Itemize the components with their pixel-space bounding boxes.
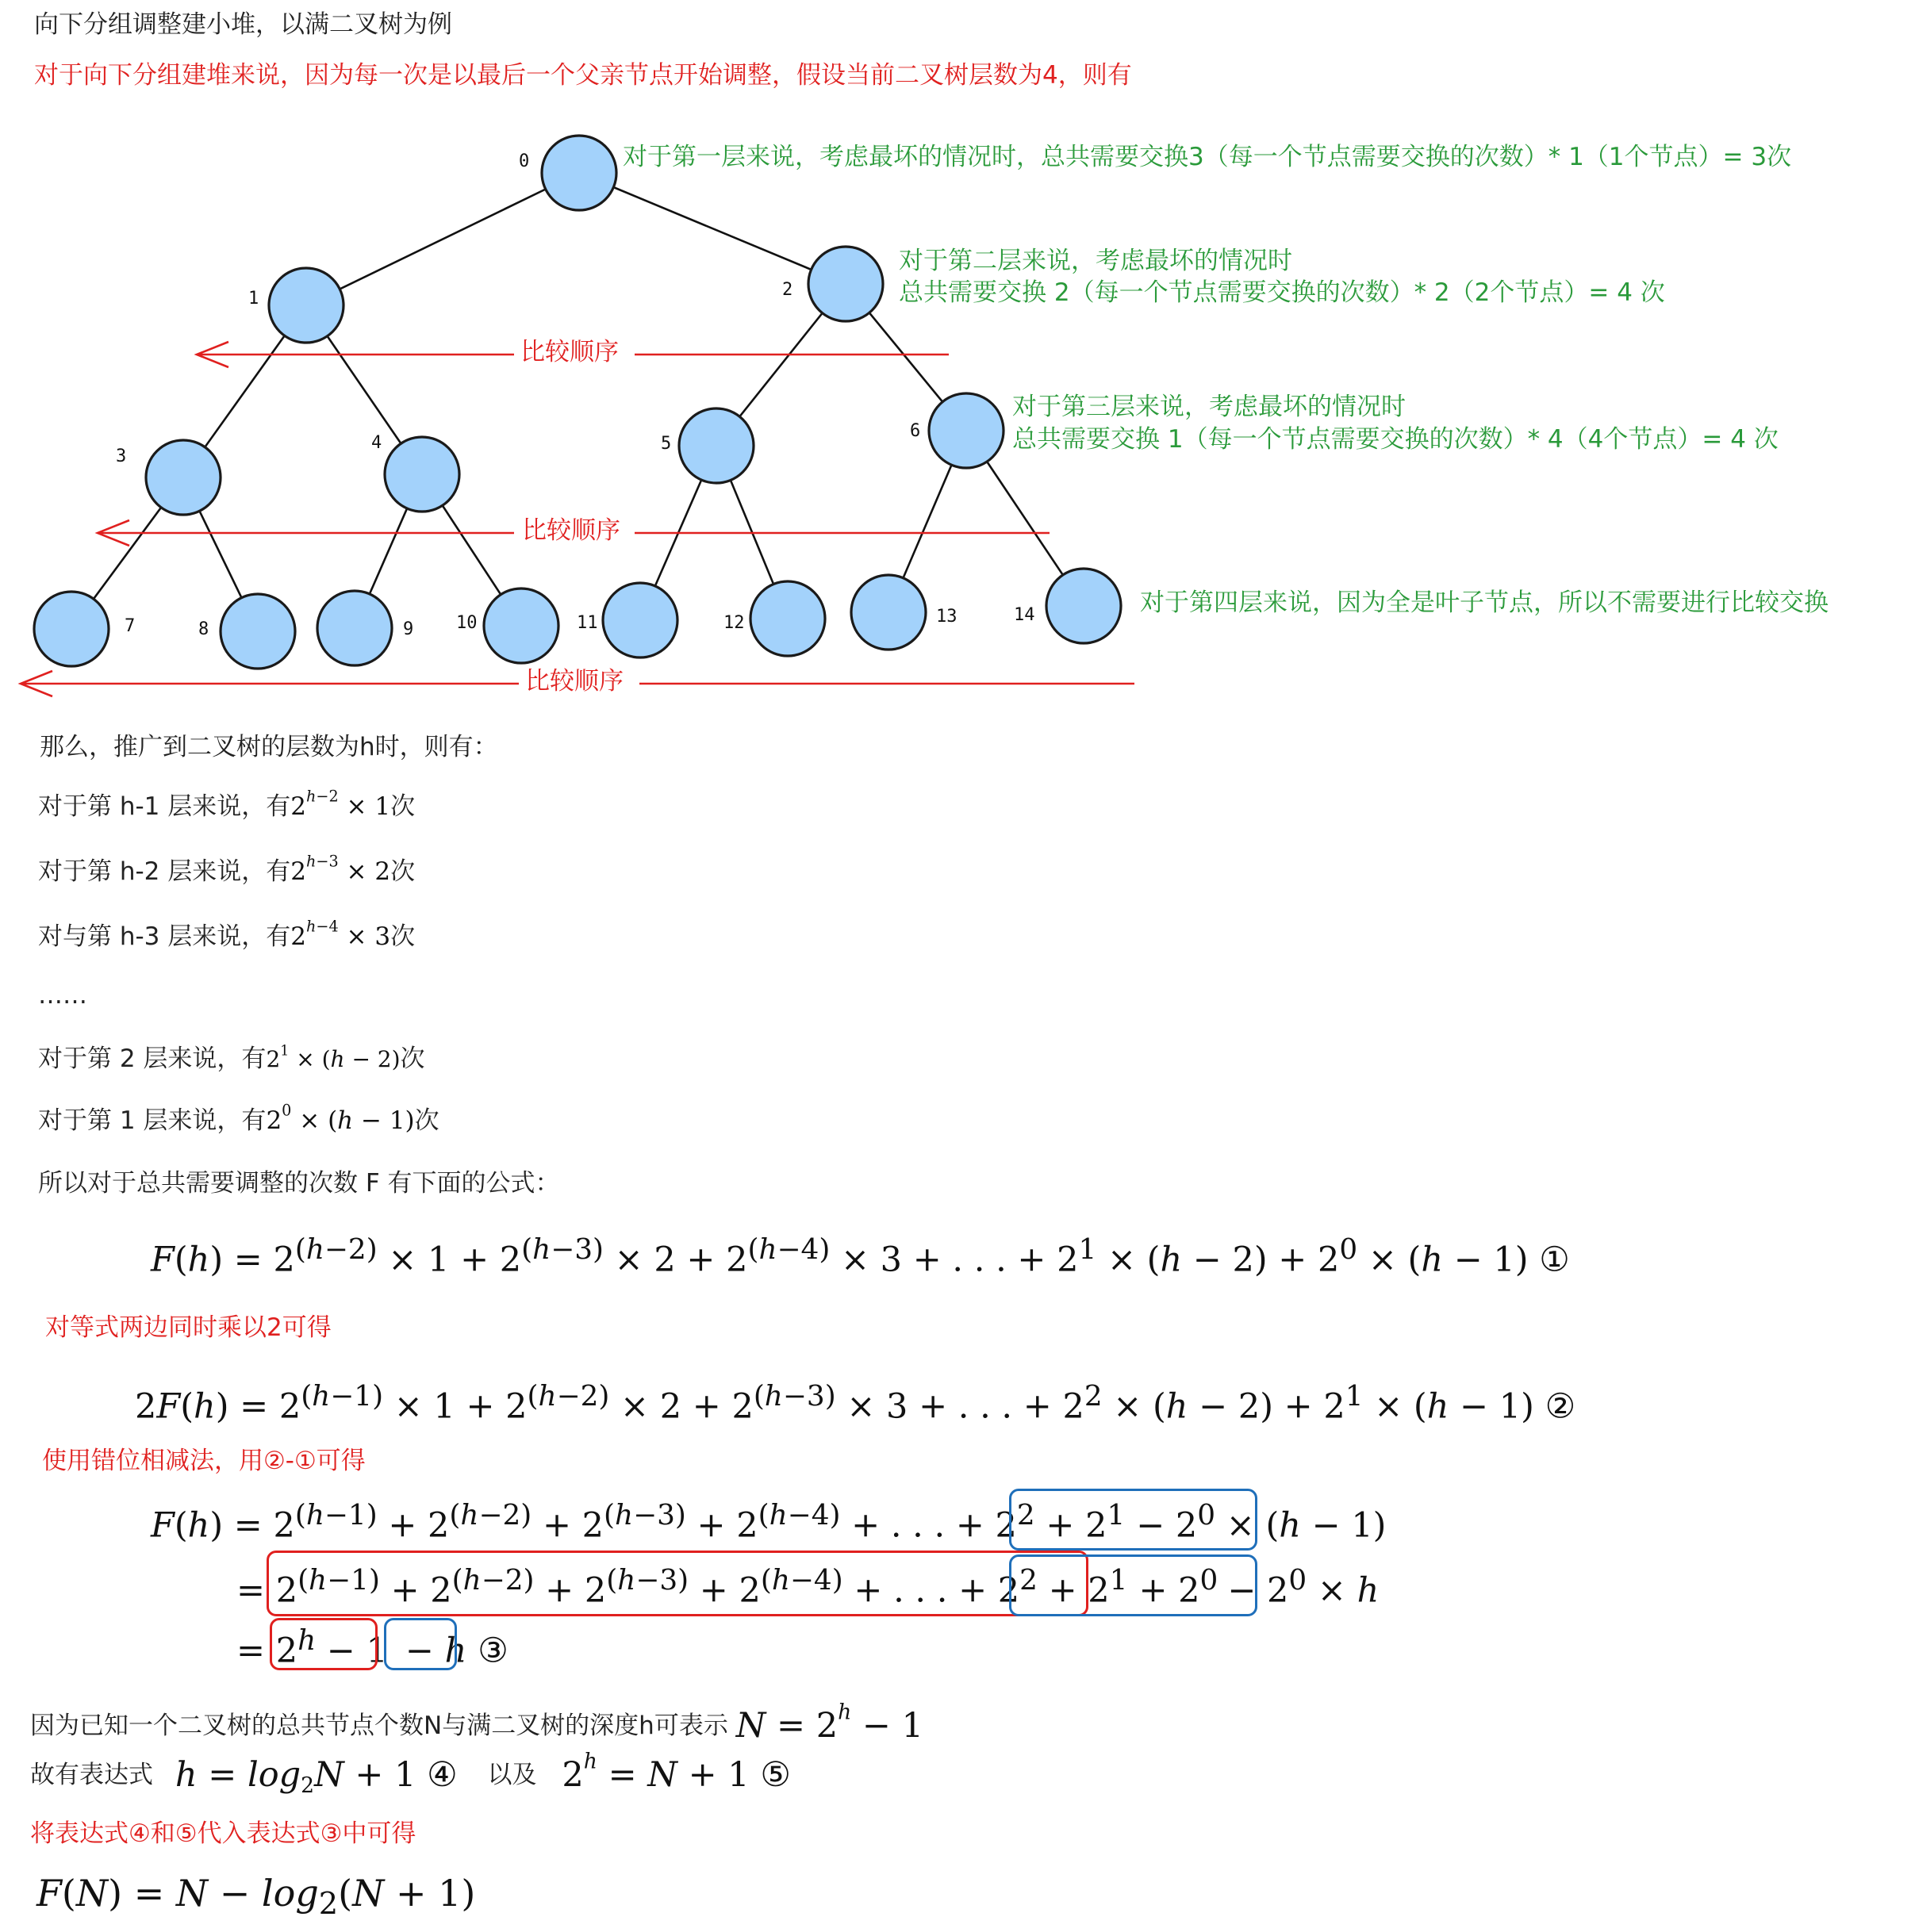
tree-node-label: 4 — [371, 433, 382, 453]
tree-node-label: 7 — [125, 616, 136, 636]
tree-node-label: 11 — [577, 613, 598, 633]
row-prefix: 对于第 h-1 层来说，有 — [38, 792, 291, 821]
row-expr-1: $2^{h-2} \times 1$ — [290, 787, 391, 821]
highlight-box-blue-1 — [1009, 1489, 1257, 1551]
tree-node — [484, 588, 558, 663]
general-lead: 那么，推广到二叉树的层数为h时，则有： — [40, 733, 498, 761]
general-row-ellipsis: …… — [38, 981, 87, 1010]
tree-node — [542, 136, 616, 210]
tree-node — [808, 247, 883, 321]
highlight-box-red-1 — [267, 1551, 1088, 1616]
general-row-6 — [38, 1101, 439, 1136]
tree-node-label: 0 — [519, 151, 530, 171]
row-suffix: 次 — [390, 857, 416, 886]
known-expr: $N = 2^h - 1$ — [735, 1700, 923, 1746]
equation-2: $2F(h) = 2^{(h-1)} \times 1 + 2^{(h-2)} \times 2 + 2^{(h-3)} \times 3$ + . . . + $2^2 \times (h - 2) + 2^1 \times (h - 1)$ ② — [135, 1380, 1576, 1427]
tree-node — [317, 591, 392, 665]
row-prefix: 对与第 h-3 层来说，有 — [38, 922, 291, 951]
substitute-note: 将表达式④和⑤代入表达式③中可得 — [30, 1819, 416, 1848]
tree-node — [679, 408, 754, 483]
highlight-box-red-2 — [270, 1618, 378, 1670]
expr-5: $2^h = N + 1$ ⑤ — [562, 1749, 791, 1795]
row-expr-5: $2^1 \times (h - 2)$ — [266, 1043, 401, 1072]
level4-note: 对于第四层来说，因为全是叶子节点，所以不需要进行比较交换 — [1140, 588, 1829, 617]
tree-node — [221, 594, 295, 669]
general-row-3 — [38, 917, 416, 952]
row-suffix: 次 — [390, 922, 416, 951]
row-suffix: 次 — [414, 1106, 439, 1135]
double-note: 对等式两边同时乘以2可得 — [45, 1313, 332, 1342]
hence-text: 故有表达式 — [30, 1761, 153, 1789]
tree-node-label: 1 — [248, 289, 259, 309]
subtract-note: 使用错位相减法，用②-①可得 — [42, 1447, 366, 1475]
row-suffix: 次 — [390, 792, 416, 821]
tree-node — [34, 592, 109, 666]
tree-node — [146, 440, 221, 515]
level3-note-line1: 对于第三层来说，考虑最坏的情况时 — [1012, 393, 1406, 421]
tree-node-label: 13 — [936, 607, 958, 627]
tree-node-label: 5 — [661, 434, 672, 454]
level1-note: 对于第一层来说，考虑最坏的情况时，总共需要交换3（每一个节点需要交换的次数）* 1（1个节点）= 3次 — [623, 143, 1792, 171]
row-expr-3: $2^{h-4} \times 3$ — [290, 917, 391, 951]
row-prefix: 对于第 1 层来说，有 — [38, 1106, 267, 1135]
tree-node-label: 10 — [456, 613, 478, 633]
known-text: 因为已知一个二叉树的总共节点个数N与满二叉树的深度h可表示 — [30, 1712, 728, 1740]
level2-note-line1: 对于第二层来说，考虑最坏的情况时 — [899, 247, 1292, 275]
compare-order-label-1: 比较顺序 — [520, 338, 619, 366]
highlight-box-blue-3 — [384, 1618, 457, 1670]
tree-node-label: 2 — [782, 280, 793, 300]
compare-order-label-3: 比较顺序 — [525, 667, 624, 696]
expr-4: $h = \log_2N + 1$ ④ — [175, 1755, 458, 1798]
tree-node-label: 9 — [403, 619, 414, 639]
row-expr-6: $2^0 \times (h - 1)$ — [266, 1101, 415, 1135]
heading: 向下分组调整建小堆，以满二叉树为例 — [34, 10, 452, 39]
derivation-step-2: = $2^{(h-1)} + 2^{(h-2)} + 2^{(h-3)} + 2^{(h-4)}$ + . . . + $2^2 + 2^1 + 2^0 - 2^0 \times h$ — [236, 1564, 1380, 1611]
general-row-5 — [38, 1045, 425, 1074]
tree-node — [269, 268, 343, 343]
final-result: $F(N) = N - \log_2(N + 1)$ — [36, 1872, 476, 1922]
general-row-1 — [38, 787, 416, 822]
tree-node — [750, 581, 825, 656]
tree-node-label: 3 — [116, 447, 127, 466]
intro-note: 对于向下分组建堆来说，因为每一次是以最后一个父亲节点开始调整，假设当前二叉树层数为4，则有 — [34, 61, 1132, 90]
tree-edge — [306, 173, 579, 305]
tree-node-label: 8 — [198, 619, 209, 639]
tree-node-label: 6 — [910, 421, 921, 441]
tree-edge — [579, 173, 846, 284]
derivation-step-1: $F(h) = 2^{(h-1)} + 2^{(h-2)} + 2^{(h-3)} + 2^{(h-4)}$ + . . . + $2^2 + 2^1 - 2^0 \times (h - 1)$ — [151, 1499, 1387, 1546]
level3-note-line2: 总共需要交换 1（每一个节点需要交换的次数）* 4（4个节点）= 4 次 — [1012, 425, 1779, 454]
tree-nodes — [34, 136, 1121, 669]
equation-1: $F(h) = 2^{(h-2)} \times 1 + 2^{(h-3)} \times 2 + 2^{(h-4)} \times 3$ + . . . + $2^1 \times (h - 2) + 2^0 \times (h - 1)$ ① — [151, 1233, 1570, 1280]
row-expr-2: $2^{h-3} \times 2$ — [290, 852, 391, 886]
tree-edges — [71, 173, 1084, 631]
tree-node — [851, 575, 926, 650]
tree-node — [1046, 569, 1121, 643]
tree-node — [603, 583, 677, 657]
highlight-box-blue-2 — [1009, 1554, 1257, 1616]
level2-note-line2: 总共需要交换 2（每一个节点需要交换的次数）* 2（2个节点）= 4 次 — [899, 278, 1665, 307]
derivation-step-3: = $2^h - 1 - h$ ③ — [236, 1624, 508, 1671]
tree-node — [929, 393, 1004, 468]
tree-node-label: 12 — [723, 613, 745, 633]
general-row-2 — [38, 852, 416, 887]
hence-line — [30, 1749, 791, 1798]
formula-lead: 所以对于总共需要调整的次数 F 有下面的公式： — [38, 1169, 560, 1198]
known-relation — [30, 1700, 923, 1746]
row-prefix: 对于第 2 层来说，有 — [38, 1045, 267, 1073]
row-suffix: 次 — [400, 1045, 425, 1073]
and-text: 以及 — [487, 1761, 537, 1789]
compare-order-label-2: 比较顺序 — [522, 516, 620, 545]
tree-node-label: 14 — [1014, 605, 1035, 625]
tree-node — [385, 437, 459, 512]
row-prefix: 对于第 h-2 层来说，有 — [38, 857, 291, 886]
